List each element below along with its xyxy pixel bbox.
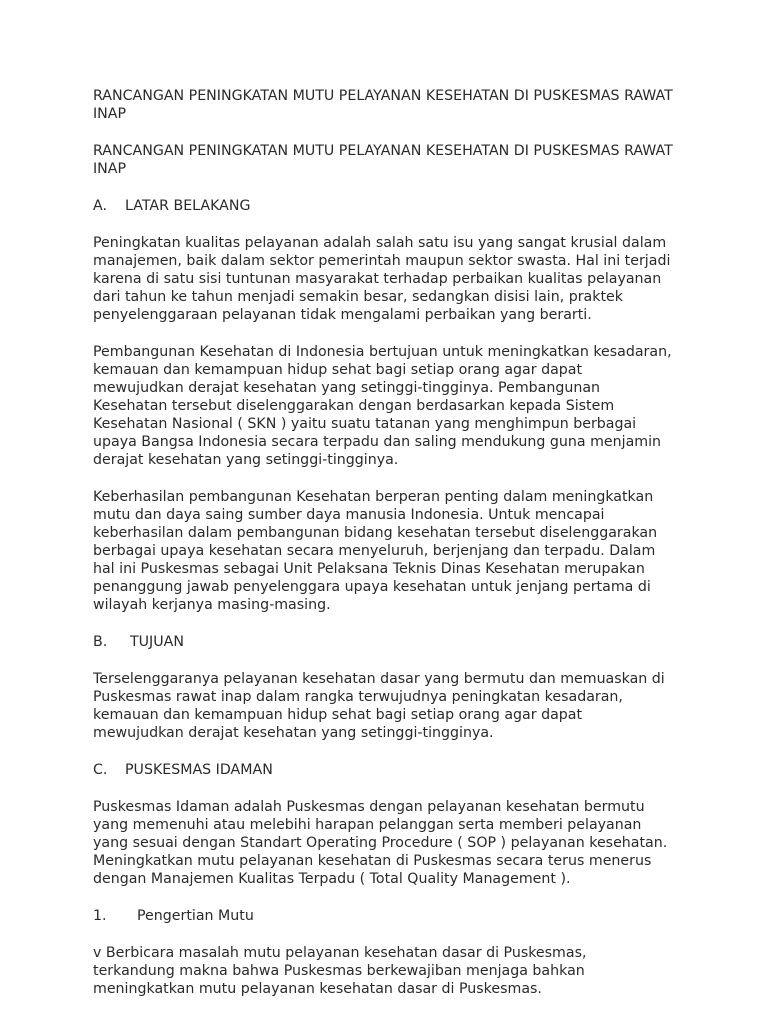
section-number: C. xyxy=(93,762,108,778)
subsection-number: 1. xyxy=(93,908,107,924)
section-heading-puskesmas-idaman xyxy=(93,761,678,779)
bullet-paragraph: v Berbicara masalah mutu pelayanan kesehatan dasar di Puskesmas, terkandung makna bahwa Puskesmas berkewajiban menjaga bahkan meningkatkan mutu pelayanan kesehatan dasar di Puskesmas. xyxy=(93,945,587,997)
section-heading-latar-belakang xyxy=(93,197,678,215)
document-title: RANCANGAN PENINGKATAN MUTU PELAYANAN KESEHATAN DI PUSKESMAS RAWAT INAP xyxy=(93,88,673,122)
paragraph: Keberhasilan pembangunan Kesehatan berperan penting dalam meningkatkan mutu dan daya saing sumber daya manusia Indonesia. Untuk mencapai keberhasilan dalam pembangunan bidang kesehatan tersebut diselenggarakan berbagai upaya kesehatan secara menyeluruh, berjenjang dan terpadu. Dalam hal ini Puskesmas sebagai Unit Pelaksana Teknis Dinas Kesehatan merupakan penanggung jawab penyelenggara upaya kesehatan untuk jenjang pertama di wilayah kerjanya masing-masing. xyxy=(93,489,658,613)
section-title: LATAR BELAKANG xyxy=(125,198,251,214)
paragraph: Puskesmas Idaman adalah Puskesmas dengan pelayanan kesehatan bermutu yang memenuhi atau melebihi harapan pelanggan serta memberi pelayanan yang sesuai dengan Standart Operating Procedure ( SOP ) pelayanan kesehatan. Meningkatkan mutu pelayanan kesehatan di Puskesmas secara terus menerus dengan Manajemen Kualitas Terpadu ( Total Quality Management ). xyxy=(93,799,668,887)
section-title: TUJUAN xyxy=(130,634,184,650)
paragraph: Terselenggaranya pelayanan kesehatan dasar yang bermutu dan memuaskan di Puskesmas rawat inap dalam rangka terwujudnya peningkatan kesadaran, kemauan dan kemampuan hidup sehat bagi setiap orang agar dapat mewujudkan derajat kesehatan yang setinggi-tingginya. xyxy=(93,671,665,741)
subsection-heading-pengertian-mutu xyxy=(93,907,678,925)
subsection-title: Pengertian Mutu xyxy=(137,908,254,924)
paragraph: Pembangunan Kesehatan di Indonesia bertujuan untuk meningkatkan kesadaran, kemauan dan kemampuan hidup sehat bagi setiap orang agar dapat mewujudkan derajat kesehatan yang setinggi-tingginya. Pembangunan Kesehatan tersebut diselenggarakan dengan berdasarkan kepada Sistem Kesehatan Nasional ( SKN ) yaitu suatu tatanan yang menghimpun berbagai upaya Bangsa Indonesia secara terpadu dan saling mendukung guna menjamin derajat kesehatan yang setinggi-tingginya. xyxy=(93,344,672,468)
section-title: PUSKESMAS IDAMAN xyxy=(125,762,273,778)
paragraph: Peningkatan kualitas pelayanan adalah salah satu isu yang sangat krusial dalam manajemen, baik dalam sektor pemerintah maupun sektor swasta. Hal ini terjadi karena di satu sisi tuntunan masyarakat terhadap perbaikan kualitas pelayanan dari tahun ke tahun menjadi semakin besar, sedangkan disisi lain, praktek penyelenggaraan pelayanan tidak mengalami perbaikan yang berarti. xyxy=(93,235,671,323)
section-heading-tujuan xyxy=(93,633,678,651)
document-title-repeat: RANCANGAN PENINGKATAN MUTU PELAYANAN KESEHATAN DI PUSKESMAS RAWAT INAP xyxy=(93,143,673,177)
section-number: A. xyxy=(93,198,107,214)
section-number: B. xyxy=(93,634,108,650)
